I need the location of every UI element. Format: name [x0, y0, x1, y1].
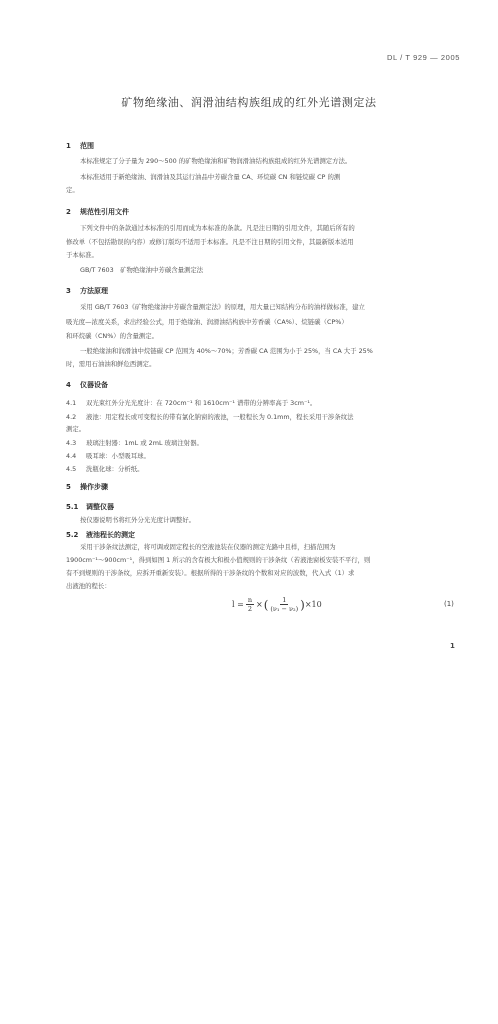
paragraph-line: 采用 GB/T 7603《矿物绝缘油中芳碳含量测定法》的原理，用大量已知结构分布的油样做标准，建立 [80, 303, 365, 311]
item-text: 双光束红外分光光度计：在 720cm⁻¹ 和 1610cm⁻¹ 谱带的分辨率高于 3cm⁻¹。 [86, 399, 317, 407]
fraction-inverse-wavenumber [270, 596, 298, 613]
item-number: 4.4 [66, 452, 77, 460]
section-title: 操作步骤 [80, 483, 108, 491]
paragraph-line: 于本标准。 [66, 251, 98, 259]
formula-1 [232, 596, 322, 613]
formula-tail: ×10 [304, 600, 322, 609]
item-text: 液池：用定程长或可变程长的带有氯化钠窗的液池，一般程长为 0.1mm，程长采用干涉条纹法 [86, 413, 354, 421]
item-number: 4.5 [66, 465, 77, 473]
fraction-denominator: 2 [247, 605, 252, 613]
section-4-heading [66, 380, 108, 390]
paragraph-line: 定。 [66, 186, 79, 194]
paragraph-line: 一般绝缘油和润滑油中烷链碳 CP 范围为 40%～70%；芳香碳 CA 范围为小于 25%，当 CA 大于 25% [80, 347, 373, 355]
fraction-denominator: (ν₁ − ν₂) [270, 605, 299, 613]
list-item [66, 438, 203, 447]
paragraph-line: 时，需用石油油和鲜危西测定。 [66, 360, 156, 368]
section-3-heading [66, 286, 108, 296]
paragraph-line: 和环烷碳（CN%）的含量测定。 [66, 332, 159, 340]
section-1-heading [66, 141, 94, 151]
item-text: 玻璃注射器：1mL 或 2mL 玻璃注射器。 [86, 439, 203, 447]
paragraph-line: 本标准适用于新绝缘油、润滑油及其运行油品中芳碳含量 CA、环烷碳 CN 和链烷碳 CP 的测 [80, 173, 341, 181]
equation-number: (1) [444, 600, 454, 608]
reference-line: GB/T 7603 矿物绝缘油中芳碳含量测定法 [80, 266, 204, 274]
subsection-5-1-heading [66, 502, 114, 512]
times-sign: × [256, 600, 263, 609]
item-number: 4.3 [66, 439, 77, 447]
paragraph-line: 按仪器说明书将红外分光光度计调整好。 [80, 516, 196, 524]
right-paren: ) [300, 597, 305, 612]
subsection-number: 5.1 [66, 503, 79, 511]
document-title: 矿物绝缘油、润滑油结构族组成的红外光谱测定法 [121, 96, 377, 109]
item-number: 4.2 [66, 413, 77, 421]
fraction-n-over-2 [246, 596, 254, 613]
list-item [66, 398, 316, 407]
section-number: 4 [66, 381, 71, 389]
page-number: 1 [450, 642, 455, 650]
section-number: 2 [66, 208, 71, 216]
section-title: 方法原理 [80, 287, 108, 295]
paragraph-line: 修改单（不包括勘误的内容）或修订版均不适用于本标准。凡是不注日期的引用文件，其最新版本适用 [66, 238, 354, 246]
section-title: 范围 [80, 142, 94, 150]
subsection-title: 液池程长的测定 [86, 531, 135, 539]
item-text: 吸耳球：小型吸耳球。 [86, 452, 150, 460]
section-title: 仪器设备 [80, 381, 108, 389]
paragraph-line: 有不到规则的干涉条纹，应拆开重新安装）。根据所得的干涉条纹的个数和对应的波数，代入式（1）求 [66, 569, 355, 577]
section-2-heading [66, 207, 129, 217]
item-number: 4.1 [66, 399, 77, 407]
paragraph-line: 下列文件中的条款通过本标准的引用而成为本标准的条款。凡是注日期的引用文件，其随后所有的 [80, 224, 355, 232]
paragraph-line: 1900cm⁻¹～900cm⁻¹，得到如图 1 所示的含有极大和极小值规则的干涉条纹（若液池窗板安装不平行，则 [66, 556, 371, 564]
subsection-5-2-heading [66, 530, 135, 540]
paragraph-line: 采用干涉条纹法测定，将可调或固定程长的空液池装在仪器的测定光路中且样，扫描范围为 [80, 543, 336, 551]
fraction-numerator: n [247, 596, 252, 604]
section-number: 5 [66, 483, 71, 491]
section-number: 1 [66, 142, 71, 150]
section-5-heading [66, 482, 108, 492]
formula-lhs: l = [232, 600, 244, 609]
paragraph-line: 本标准规定了分子量为 290～500 的矿物绝缘油和矿物润滑油结构族组成的红外光谱测定方法。 [80, 157, 352, 165]
paragraph-line: 出液池的程长： [66, 582, 111, 590]
section-number: 3 [66, 287, 71, 295]
paragraph-line: 测定。 [66, 425, 86, 433]
list-item [66, 464, 144, 473]
standard-code: DL / T 929 — 2005 [386, 53, 460, 62]
list-item [66, 412, 354, 421]
subsection-title: 调整仪器 [86, 503, 114, 511]
section-title: 规范性引用文件 [80, 208, 129, 216]
item-text: 洗瓶化球：分析纸。 [86, 465, 144, 473]
subsection-number: 5.2 [66, 531, 79, 539]
left-paren: ( [263, 597, 269, 612]
fraction-numerator: 1 [282, 596, 287, 604]
list-item [66, 451, 150, 460]
paragraph-line: 吸光度—浓度关系，求出经验公式，用于绝缘油、润滑油结构族中芳香碳（CA%）、烷链碳（CP%） [66, 318, 348, 326]
